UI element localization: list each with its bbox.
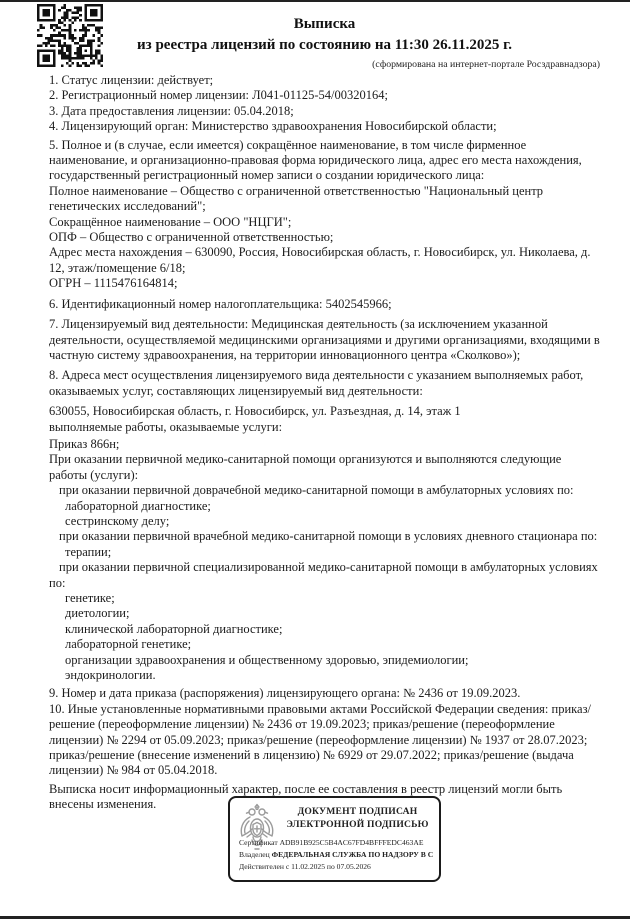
certificate-value: ADB91B925C5B4AC67FD4BFFFEDC463AE	[279, 838, 424, 847]
document-paragraph: терапии;	[65, 544, 112, 559]
stamp-owner-line	[239, 849, 437, 861]
document-paragraph: ОПФ – Общество с ограниченной ответственностью;	[49, 230, 334, 245]
document-title	[49, 14, 600, 56]
document-paragraph: 9. Номер и дата приказа (распоряжения) лицензирующего органа: № 2436 от 19.09.2023.	[49, 686, 521, 701]
document-paragraph: организации здравоохранения и общественному здоровью, эпидемиологии;	[65, 652, 469, 667]
stamp-certificate-line	[239, 837, 437, 849]
title-line-2: из реестра лицензий по состоянию на 11:30 26.11.2025 г.	[137, 37, 512, 53]
document-paragraph: При оказании первичной медико-санитарной помощи организуются и выполняются следующие работы (услуги):	[49, 452, 562, 482]
document-paragraph: Сокращённое наименование – ООО "НЦГИ";	[49, 214, 292, 229]
document-paragraph: ОГРН – 1115476164814;	[49, 276, 178, 291]
document-paragraph: Приказ 866н;	[49, 436, 120, 451]
document-paragraph: лабораторной генетике;	[65, 637, 192, 652]
document-paragraph: 7. Лицензируемый вид деятельности: Медицинская деятельность (за исключением указанной деятельности, осуществляемой медицинскими организациями и другими организациями, входящими в частную систему здравоохранения, на территории инновационного центра «Сколково»);	[49, 317, 600, 362]
document-paragraph: при оказании первичной специализированной медико-санитарной помощи в амбулаторных условиях по:	[49, 560, 598, 590]
document-paragraph: диетологии;	[65, 606, 130, 621]
signature-stamp	[228, 796, 441, 882]
stamp-title-line-1: ДОКУМЕНТ ПОДПИСАН	[297, 806, 418, 817]
document-paragraph: 2. Регистрационный номер лицензии: Л041-01125-54/00320164;	[49, 88, 388, 103]
document-paragraph: 5. Полное и (в случае, если имеется) сокращённое наименование, в том числе фирменное наименование, и организационно-правовая форма юридического лица, адрес его места нахождения, государственный регистрационный номер записи о создании юридического лица:	[49, 137, 582, 183]
document-paragraph: 3. Дата предоставления лицензии: 05.04.2018;	[49, 103, 294, 118]
document-paragraph: 630055, Новосибирская область, г. Новосибирск, ул. Разъездная, д. 14, этаж 1	[49, 404, 461, 419]
formed-note: (сформирована на интернет-портале Росздравнадзора)	[372, 59, 600, 70]
certificate-label: Сертификат	[239, 838, 278, 847]
document-paragraphs	[49, 73, 600, 813]
stamp-validity-line: Действителен с 11.02.2025 по 07.05.2026	[239, 862, 371, 871]
document-paragraph: выполняемые работы, оказываемые услуги:	[49, 419, 283, 434]
document-paragraph: эндокринологии.	[65, 668, 156, 683]
document-paragraph: генетике;	[65, 591, 115, 605]
document-paragraph: Выписка носит информационный характер, после ее составления в реестр лицензий могли быть внесены изменения.	[49, 781, 563, 812]
document-paragraph: 4. Лицензирующий орган: Министерство здравоохранения Новосибирской области;	[49, 119, 497, 134]
document-header	[49, 14, 600, 71]
owner-label: Владелец	[239, 850, 270, 859]
document-paragraph: 6. Идентификационный номер налогоплательщика: 5402545966;	[49, 296, 392, 311]
title-line-1: Выписка	[293, 16, 356, 32]
stamp-meta	[239, 837, 437, 873]
document-paragraph: Полное наименование – Общество с ограниченной ответственностью "Национальный центр генетических исследований";	[49, 183, 544, 214]
document-paragraph: сестринскому делу;	[65, 513, 170, 528]
document-paragraph: Адрес места нахождения – 630090, Россия, Новосибирская область, г. Новосибирск, ул. Николаева, д. 12, этаж/помещение 6/18;	[49, 245, 591, 275]
document-paragraph: при оказании первичной доврачебной медико-санитарной помощи в амбулаторных условиях по:	[59, 483, 574, 498]
document-paragraph: лабораторной диагностике;	[65, 498, 211, 513]
page-top-edge	[0, 0, 630, 2]
owner-value: ФЕДЕРАЛЬНАЯ СЛУЖБА ПО НАДЗОРУ В С	[271, 850, 434, 859]
document-paragraph: 8. Адреса мест осуществления лицензируемого вида деятельности с указанием выполняемых работ, оказываемых услуг, составляющих лицензируемый вид деятельности:	[49, 368, 584, 398]
document-paragraph: при оказании первичной врачебной медико-санитарной помощи в условиях дневного стационара по:	[59, 529, 598, 544]
document-paragraph: 10. Иные установленные нормативными правовыми актами Российской Федерации сведения: приказ/решение (переоформление лицензии) № 2436 от 19.09.2023; приказ/решение (переоформление лицензии) № 2294 от 05.09.2023; приказ/решение (переоформление лицензии) № 1937 от 28.07.2023; приказ/решение (внесение изменений в лицензию) № 6929 от 29.07.2022; приказ/решение (выдача лицензии) № 984 от 05.04.2018.	[49, 701, 592, 778]
stamp-title-line-2: ЭЛЕКТРОННОЙ ПОДПИСЬЮ	[286, 818, 429, 830]
stamp-title	[280, 806, 435, 831]
document-paragraph: 1. Статус лицензии: действует;	[49, 73, 214, 87]
document-paragraph: клинической лабораторной диагностике;	[65, 621, 283, 636]
